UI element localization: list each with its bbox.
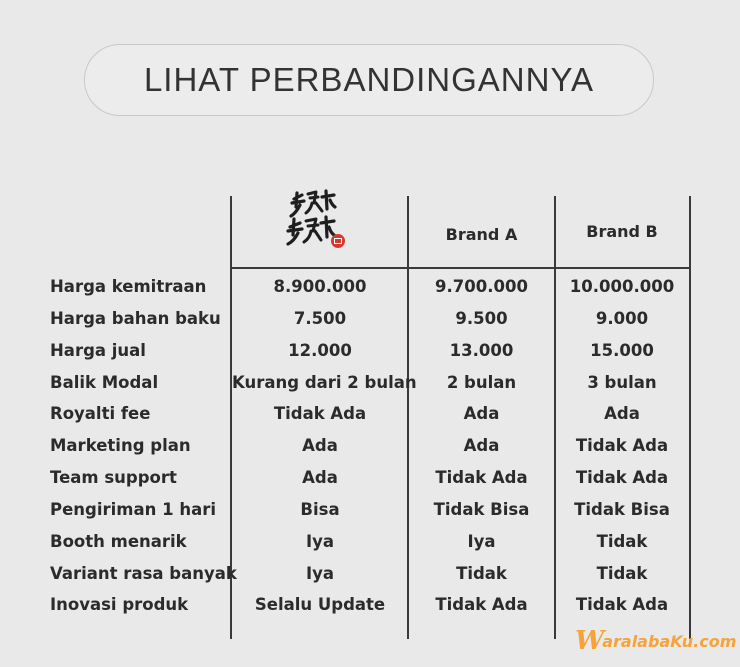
seal-icon: [331, 234, 345, 248]
table-cell: Tidak: [596, 532, 648, 551]
column-header-brand-b: Brand B: [586, 222, 658, 241]
table-cell: Iya: [305, 564, 335, 583]
column-divider: [689, 196, 691, 639]
table-cell: Tidak Bisa: [433, 500, 530, 519]
row-label: Harga jual: [50, 341, 146, 360]
table-cell: 9.500: [455, 309, 508, 328]
table-cell: 3 bulan: [587, 373, 657, 392]
row-label: Variant rasa banyak: [50, 564, 237, 583]
table-cell: Tidak Ada: [575, 436, 669, 455]
table-cell: Ada: [302, 468, 338, 487]
row-label: Balik Modal: [50, 373, 159, 392]
table-cell: 2 bulan: [446, 373, 517, 392]
table-cell: 9.000: [595, 309, 649, 328]
table-cell: Tidak Ada: [575, 595, 669, 614]
header-divider: [231, 267, 690, 269]
row-label: Inovasi produk: [50, 595, 189, 614]
watermark-text: aralabaKu.com: [602, 631, 737, 651]
table-cell: Ada: [463, 436, 500, 455]
column-header-brand-a: Brand A: [445, 225, 518, 244]
title-banner: [84, 44, 654, 116]
row-label: Royalti fee: [50, 404, 151, 423]
brand-logo: [282, 189, 354, 255]
table-cell: Selalu Update: [254, 595, 386, 614]
table-cell: Tidak Ada: [435, 468, 528, 487]
table-cell: 12.000: [288, 341, 352, 360]
table-cell: Ada: [463, 404, 500, 423]
page-title: LIHAT PERBANDINGANNYA: [143, 61, 595, 98]
table-cell: Kurang dari 2 bulan: [232, 373, 417, 392]
table-cell: 13.000: [449, 341, 514, 360]
row-label: Marketing plan: [50, 436, 191, 455]
table-cell: Tidak Ada: [273, 404, 367, 423]
row-label: Team support: [50, 468, 177, 487]
table-cell: Iya: [305, 532, 335, 551]
table-cell: Tidak: [456, 564, 507, 583]
table-cell: 10.000.000: [569, 277, 675, 296]
row-label: Harga kemitraan: [50, 277, 207, 296]
table-cell: 9.700.000: [435, 277, 528, 296]
table-cell: Tidak: [596, 564, 648, 583]
table-cell: Ada: [604, 404, 640, 423]
table-cell: 15.000: [590, 341, 654, 360]
table-cell: Tidak Ada: [435, 595, 528, 614]
table-cell: 8.900.000: [273, 277, 367, 296]
table-cell: Tidak Ada: [575, 468, 669, 487]
row-label: Pengiriman 1 hari: [50, 500, 217, 519]
watermark-logo: [575, 625, 740, 657]
table-cell: 7.500: [293, 309, 347, 328]
row-label: Booth menarik: [50, 532, 187, 551]
row-label: Harga bahan baku: [50, 309, 221, 328]
table-cell: Ada: [302, 436, 338, 455]
table-cell: Tidak Bisa: [574, 500, 670, 519]
watermark-initial: W: [575, 626, 605, 656]
table-cell: Iya: [467, 532, 496, 551]
table-cell: Bisa: [300, 500, 340, 519]
